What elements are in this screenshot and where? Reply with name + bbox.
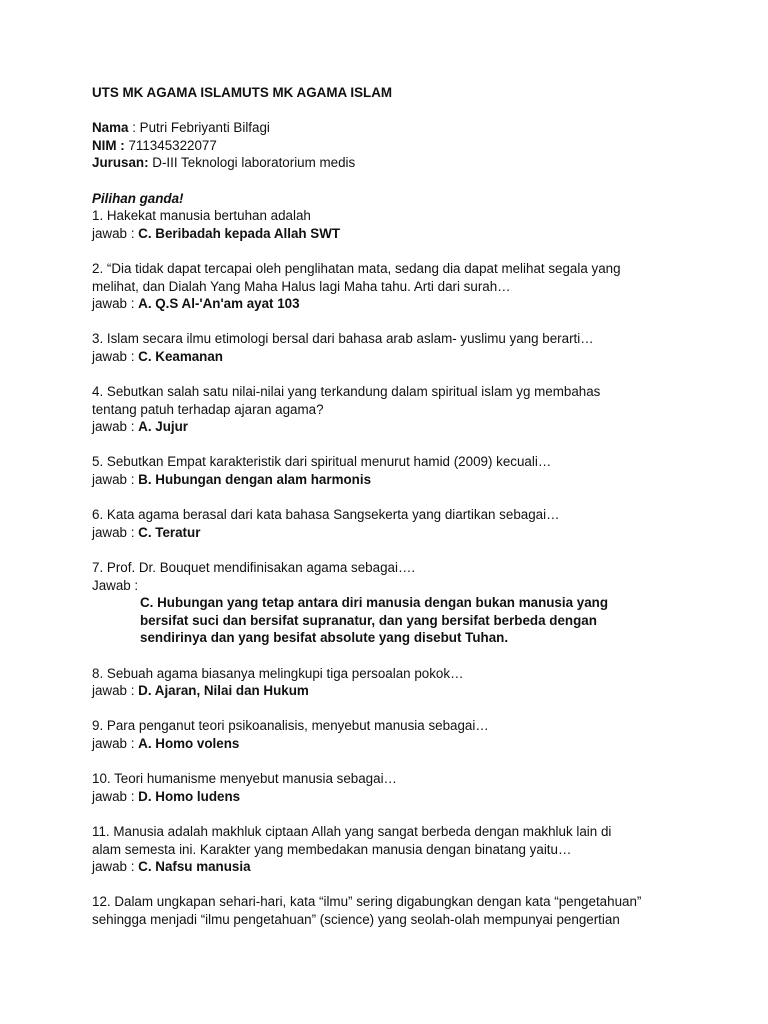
document-title: UTS MK AGAMA ISLAMUTS MK AGAMA ISLAM: [92, 85, 393, 100]
question-text: 8. Sebuah agama biasanya melingkupi tiga persoalan pokok…: [92, 665, 464, 681]
answer-line: [92, 471, 712, 489]
answer-label: Jawab :: [92, 577, 139, 593]
answer-label: jawab :: [92, 296, 139, 312]
answer-label: jawab :: [92, 225, 139, 241]
question-item: [92, 823, 712, 876]
answer-text: sendirinya dan yang besifat absolute yang disebut Tuhan.: [140, 630, 509, 646]
answer-label: jawab :: [92, 524, 139, 540]
answer-label: jawab :: [92, 788, 139, 804]
question-item: [92, 559, 712, 647]
question-item: [92, 383, 712, 436]
answer-text: A. Homo volens: [138, 735, 240, 751]
identity-nim: [92, 137, 712, 155]
answer-line: [92, 682, 712, 700]
answer-text: D. Ajaran, Nilai dan Hukum: [138, 683, 309, 699]
question-text: 11. Manusia adalah makhluk ciptaan Allah yang sangat berbeda dengan makhluk lain di: [92, 823, 612, 839]
answer-line: [92, 225, 712, 243]
question-item: [92, 506, 712, 541]
answer-label: jawab :: [92, 683, 139, 699]
jurusan-label: Jurusan:: [92, 155, 149, 171]
answer-text: A. Q.S Al-'An'am ayat 103: [138, 296, 300, 312]
answer-text: A. Jujur: [138, 419, 189, 435]
answer-line: [92, 348, 712, 366]
answer-text: C. Hubungan yang tetap antara diri manusia dengan bukan manusia yang: [140, 595, 609, 611]
question-text: 1. Hakekat manusia bertuhan adalah: [92, 208, 311, 224]
nim-value: 711345322077: [124, 137, 217, 153]
answer-line: [92, 735, 712, 753]
answer-line: [92, 295, 712, 313]
nama-value: : Putri Febriyanti Bilfagi: [128, 120, 270, 136]
question-text: 10. Teori humanisme menyebut manusia sebagai…: [92, 771, 397, 787]
question-text: 4. Sebutkan salah satu nilai-nilai yang terkandung dalam spiritual islam yg membahas: [92, 384, 601, 400]
question-item: [92, 770, 712, 805]
answer-text: C. Beribadah kepada Allah SWT: [138, 225, 341, 241]
identity-nama: [92, 119, 712, 137]
answer-text: C. Nafsu manusia: [138, 859, 251, 875]
question-item: [92, 260, 712, 313]
nama-label: Nama: [92, 120, 129, 136]
answer-text: bersifat suci dan bersifat supranatur, dan yang bersifat berbeda dengan: [140, 612, 597, 628]
question-text: 7. Prof. Dr. Bouquet mendifinisakan agama sebagai….: [92, 560, 416, 576]
answer-label: jawab :: [92, 348, 139, 364]
answer-line: [92, 524, 712, 542]
identity-jurusan: [92, 154, 712, 172]
document-page: [92, 84, 712, 929]
question-text: 3. Islam secara ilmu etimologi bersal dari bahasa arab aslam- yuslimu yang berarti…: [92, 331, 594, 347]
question-text: sehingga menjadi “ilmu pengetahuan” (science) yang seolah-olah mempunyai pengertian: [92, 911, 620, 927]
question-text: 12. Dalam ungkapan sehari-hari, kata “ilmu” sering digabungkan dengan kata “pengetahuan”: [92, 894, 642, 910]
question-text: 9. Para penganut teori psikoanalisis, menyebut manusia sebagai…: [92, 718, 489, 734]
question-item: [92, 893, 712, 928]
question-text: alam semesta ini. Karakter yang membedakan manusia dengan binatang yaitu…: [92, 841, 572, 857]
question-item: [92, 665, 712, 700]
question-item: [92, 330, 712, 365]
answer-label: jawab :: [92, 735, 139, 751]
answer-label: jawab :: [92, 472, 139, 488]
question-item: [92, 453, 712, 488]
question-text: tentang patuh terhadap ajaran agama?: [92, 401, 324, 417]
answer-text: D. Homo ludens: [138, 788, 241, 804]
answer-line: [92, 858, 712, 876]
answer-label: jawab :: [92, 419, 139, 435]
answer-line: [92, 788, 712, 806]
nim-label: NIM :: [92, 137, 125, 153]
question-item: [92, 207, 712, 242]
answer-label: jawab :: [92, 859, 139, 875]
question-text: 6. Kata agama berasal dari kata bahasa Sangsekerta yang diartikan sebagai…: [92, 507, 560, 523]
question-text: 2. “Dia tidak dapat tercapai oleh penglihatan mata, sedang dia dapat melihat segala yang: [92, 260, 621, 276]
question-text: melihat, dan Dialah Yang Maha Halus lagi Maha tahu. Arti dari surah…: [92, 278, 511, 294]
answer-text: B. Hubungan dengan alam harmonis: [138, 472, 372, 488]
question-item: [92, 717, 712, 752]
section-title: Pilihan ganda!: [92, 190, 184, 206]
answer-line: [92, 418, 712, 436]
question-text: 5. Sebutkan Empat karakteristik dari spiritual menurut hamid (2009) kecuali…: [92, 454, 552, 470]
answer-text: C. Teratur: [138, 524, 201, 540]
jurusan-value: D-III Teknologi laboratorium medis: [148, 155, 356, 171]
answer-text: C. Keamanan: [138, 348, 223, 364]
